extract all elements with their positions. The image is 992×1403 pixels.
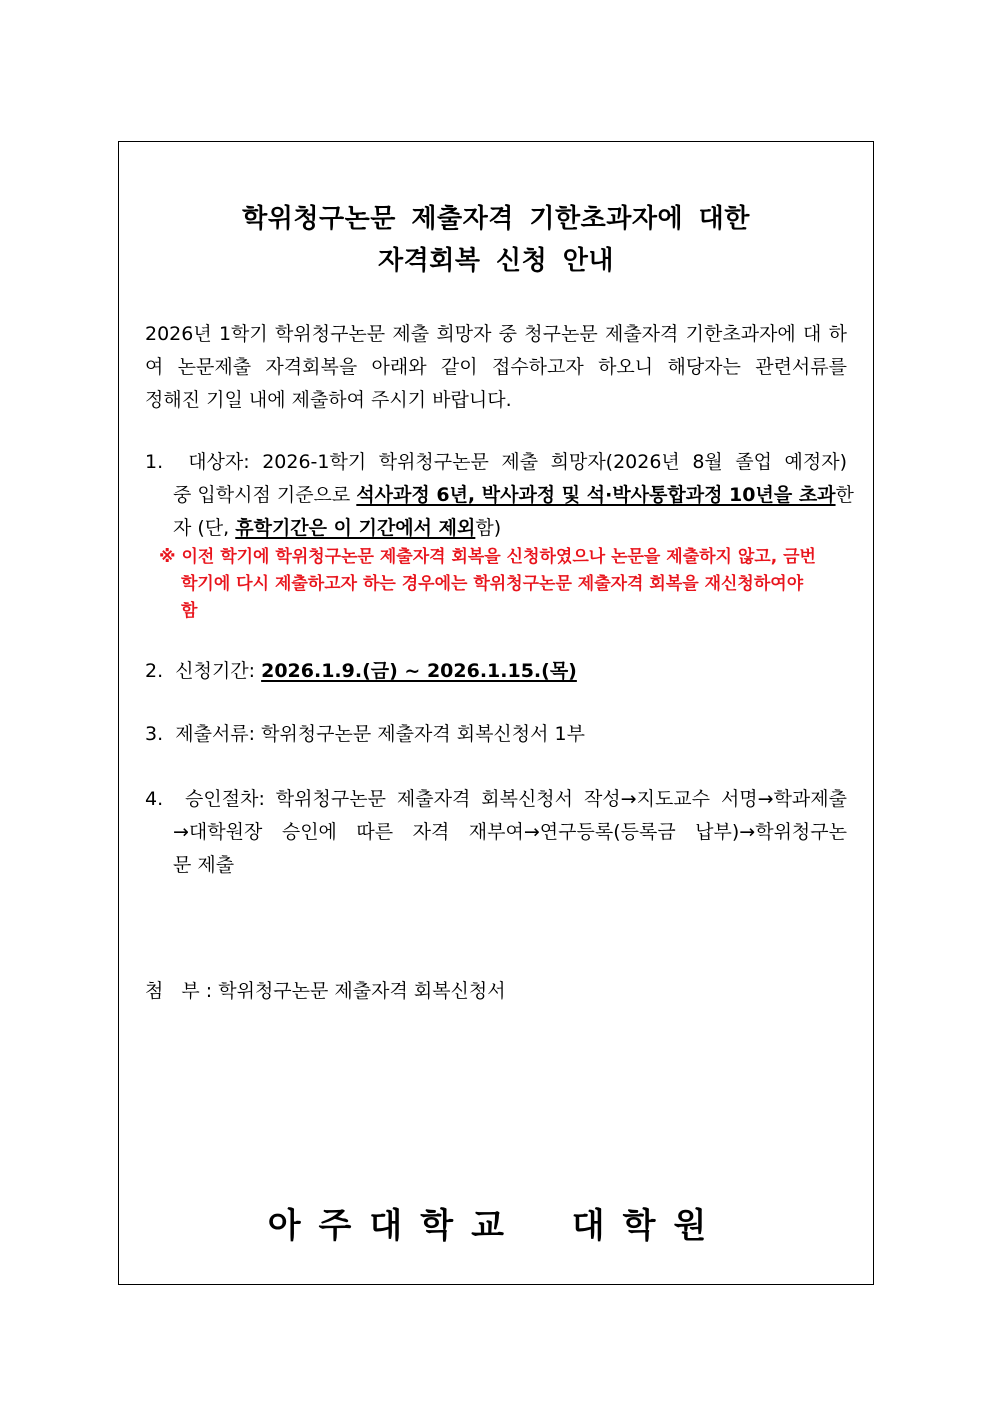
item-procedure-number: 4.	[145, 788, 164, 810]
item-procedure-line2: →대학원장 승인에 따른 자격 재부여→연구등록(등록금 납부)→학위청구논	[173, 821, 847, 843]
item-procedure-line3: 문 제출	[173, 854, 235, 876]
item-target-text2-bold: 석사과정 6년, 박사과정 및 석·박사통합과정 10년을 초과	[356, 484, 836, 506]
item-target	[145, 446, 854, 545]
item-documents-text: 제출서류: 학위청구논문 제출자격 회복신청서 1부	[175, 723, 585, 745]
item-period	[145, 655, 847, 688]
attachment-label: 첨 부	[145, 980, 200, 1002]
note-warning	[159, 544, 847, 625]
document-frame	[118, 141, 874, 1285]
attachment	[145, 975, 506, 1008]
item-documents-number: 3.	[145, 723, 164, 745]
item-target-text3-post: 함)	[475, 517, 502, 539]
item-target-line3	[145, 512, 847, 545]
item-target-text3-pre: 자 (단,	[173, 517, 236, 539]
intro-line1: 2026년 1학기 학위청구논문 제출 희망자 중 청구논문 제출자격 기한초과자에 대	[145, 323, 822, 345]
page-title-line2: 자격회복 신청 안내	[377, 246, 615, 276]
attachment-separator: :	[199, 980, 219, 1002]
item-target-line1	[145, 446, 847, 479]
item-period-value: 2026.1.9.(금) ~ 2026.1.15.(목)	[261, 660, 577, 682]
note-line1	[159, 544, 847, 571]
item-procedure-text1: 승인절차: 학위청구논문 제출자격 회복신청서 작성→지도교수 서명→학과제출	[185, 788, 847, 810]
item-target-text1: 대상자: 2026-1학기 학위청구논문 제출 희망자(2026년 8월 졸업 예정자)	[188, 451, 847, 473]
item-period-label: 신청기간:	[175, 660, 262, 682]
intro-line3: 정해진 기일 내에 제출하여 주시기 바랍니다.	[145, 389, 512, 411]
item-documents	[145, 718, 847, 751]
issuer-footer: 아주대학교 대학원	[267, 1206, 725, 1246]
note-mark: ※	[159, 547, 176, 567]
note-line2: 학기에 다시 제출하고자 하는 경우에는 학위청구논문 제출자격 회복을 재신청하여야	[181, 574, 804, 594]
item-target-text3-bold: 휴학기간은 이 기간에서 제외	[235, 517, 476, 539]
item-target-line2	[145, 479, 854, 512]
item-target-number: 1.	[145, 451, 164, 473]
page-title-line1: 학위청구논문 제출자격 기한초과자에 대한	[242, 204, 750, 234]
item-period-number: 2.	[145, 660, 164, 682]
note-line3: 함	[181, 601, 198, 621]
intro-line2: 하여 논문제출 자격회복을 아래와 같이 접수하고자 하오니 해당자는 관련서류를	[145, 323, 847, 378]
item-target-text2-pre: 중 입학시점 기준으로	[173, 484, 357, 506]
note-text1: 이전 학기에 학위청구논문 제출자격 회복을 신청하였으나 논문을 제출하지 않고, 금번	[181, 547, 816, 567]
item-procedure	[145, 783, 847, 882]
intro-paragraph	[145, 318, 847, 417]
item-target-text2-post: 한	[835, 484, 854, 506]
attachment-value: 학위청구논문 제출자격 회복신청서	[218, 980, 506, 1002]
